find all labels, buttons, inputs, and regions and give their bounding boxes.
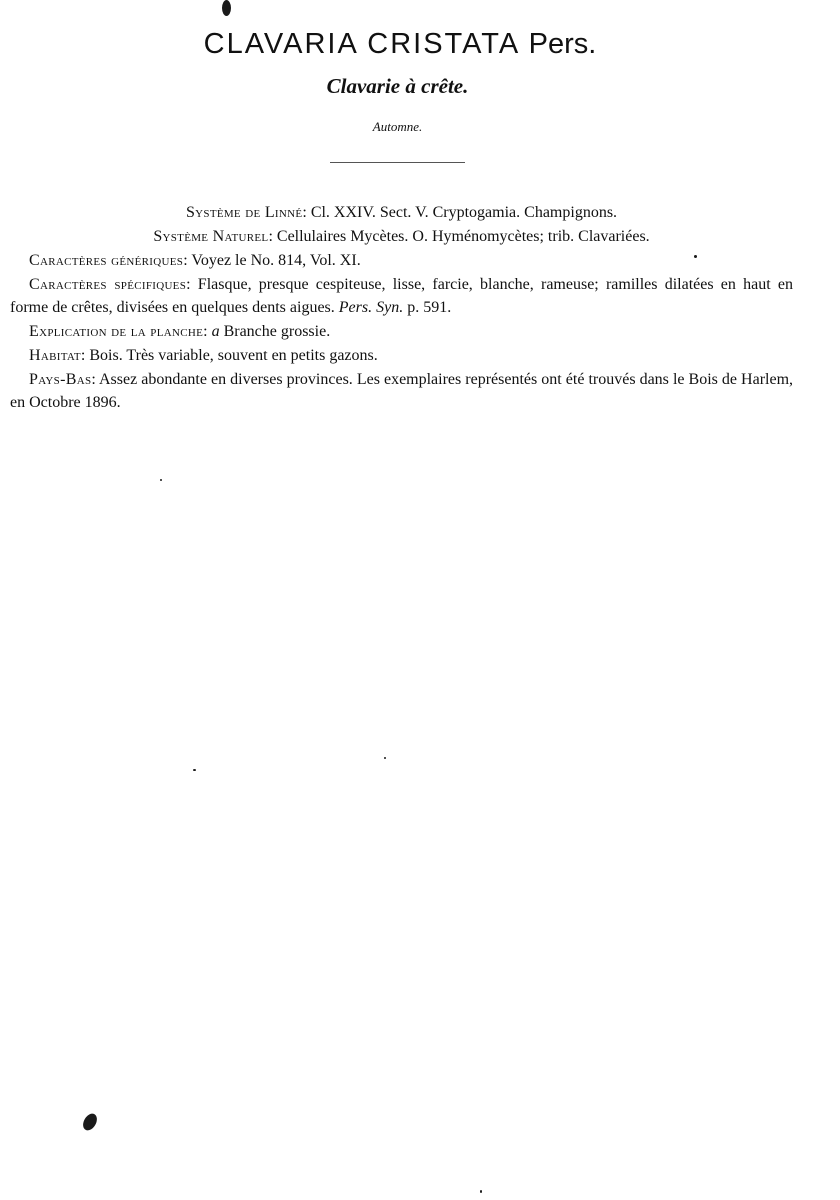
entry-explication-planche: Explication de la planche: a Branche grossie. [29,323,331,340]
entry-text: Flasque, presque cespiteuse, lisse, farcie, blanche, rameuse; ramilles dilatées en haut en forme de crêtes, divisées en quelques dents aigues. [10,276,793,316]
entry-label: Caractères spécifiques [29,276,187,293]
season-label: Automne. [372,119,423,134]
entry-habitat: Habitat: Bois. Très variable, souvent en petits gazons. [29,347,378,364]
entry-linne: Système de Linné: Cl. XXIV. Sect. V. Cryptogamia. Champignons. [185,204,618,221]
entry-pays-bas: Pays-Bas: Assez abondante en diverses provinces. Les exemplaires représentés ont été trouvés dans le Bois de Harlem, en Octobre 1896. [10,371,794,411]
entry-reference: Pers. Syn. [338,299,404,316]
entry-label: Système de Linné [185,204,303,221]
figure-letter: a [211,323,220,340]
entry-label: Caractères génériques [29,252,184,269]
entry-caracteres-specifiques: Caractères spécifiques: Flasque, presque cespiteuse, lisse, farcie, blanche, rameuse; ramilles dilatées en haut en forme de crêtes, divisées en quelques dents aigues. Pers. Syn. p. 591. [10,276,793,316]
entry-label: Habitat [29,347,81,364]
entry-text: Branche grossie. [223,323,331,340]
entry-caracteres-generiques: Caractères génériques: Voyez le No. 814, Vol. XI. [29,252,361,269]
dust-speck [193,769,196,771]
entry-label: Explication de la planche [29,323,204,340]
entry-reference-page: p. 591. [407,299,452,316]
entry-text: Assez abondante en diverses provinces. Les exemplaires représentés ont été trouvés dans le Bois de Harlem, en Octobre 1896. [10,371,794,411]
entry-systeme-naturel: Système Naturel: Cellulaires Mycètes. O. Hyménomycètes; trib. Clavariées. [153,228,650,245]
description-body [10,201,793,415]
entry-text: Bois. Très variable, souvent en petits gazons. [89,347,378,364]
dust-speck [384,757,386,759]
entry-label: Pays-Bas [29,371,92,388]
ink-speck-bottom [80,1111,99,1133]
ink-speck-top [222,0,231,16]
dust-speck [480,1190,482,1193]
french-common-name: Clavarie à crête. [326,74,469,98]
entry-text: Voyez le No. 814, Vol. XI. [191,252,361,269]
entry-text: Cellulaires Mycètes. O. Hyménomycètes; trib. Clavariées. [276,228,650,245]
species-name: CLAVARIA CRISTATA [203,28,519,60]
species-title [0,28,800,61]
entry-label: Système Naturel [153,228,269,245]
dust-speck [160,479,162,481]
entry-text: Cl. XXIV. Sect. V. Cryptogamia. Champignons. [310,204,618,221]
species-author: Pers. [528,28,597,60]
dust-speck [694,255,697,258]
title-divider [330,162,465,163]
